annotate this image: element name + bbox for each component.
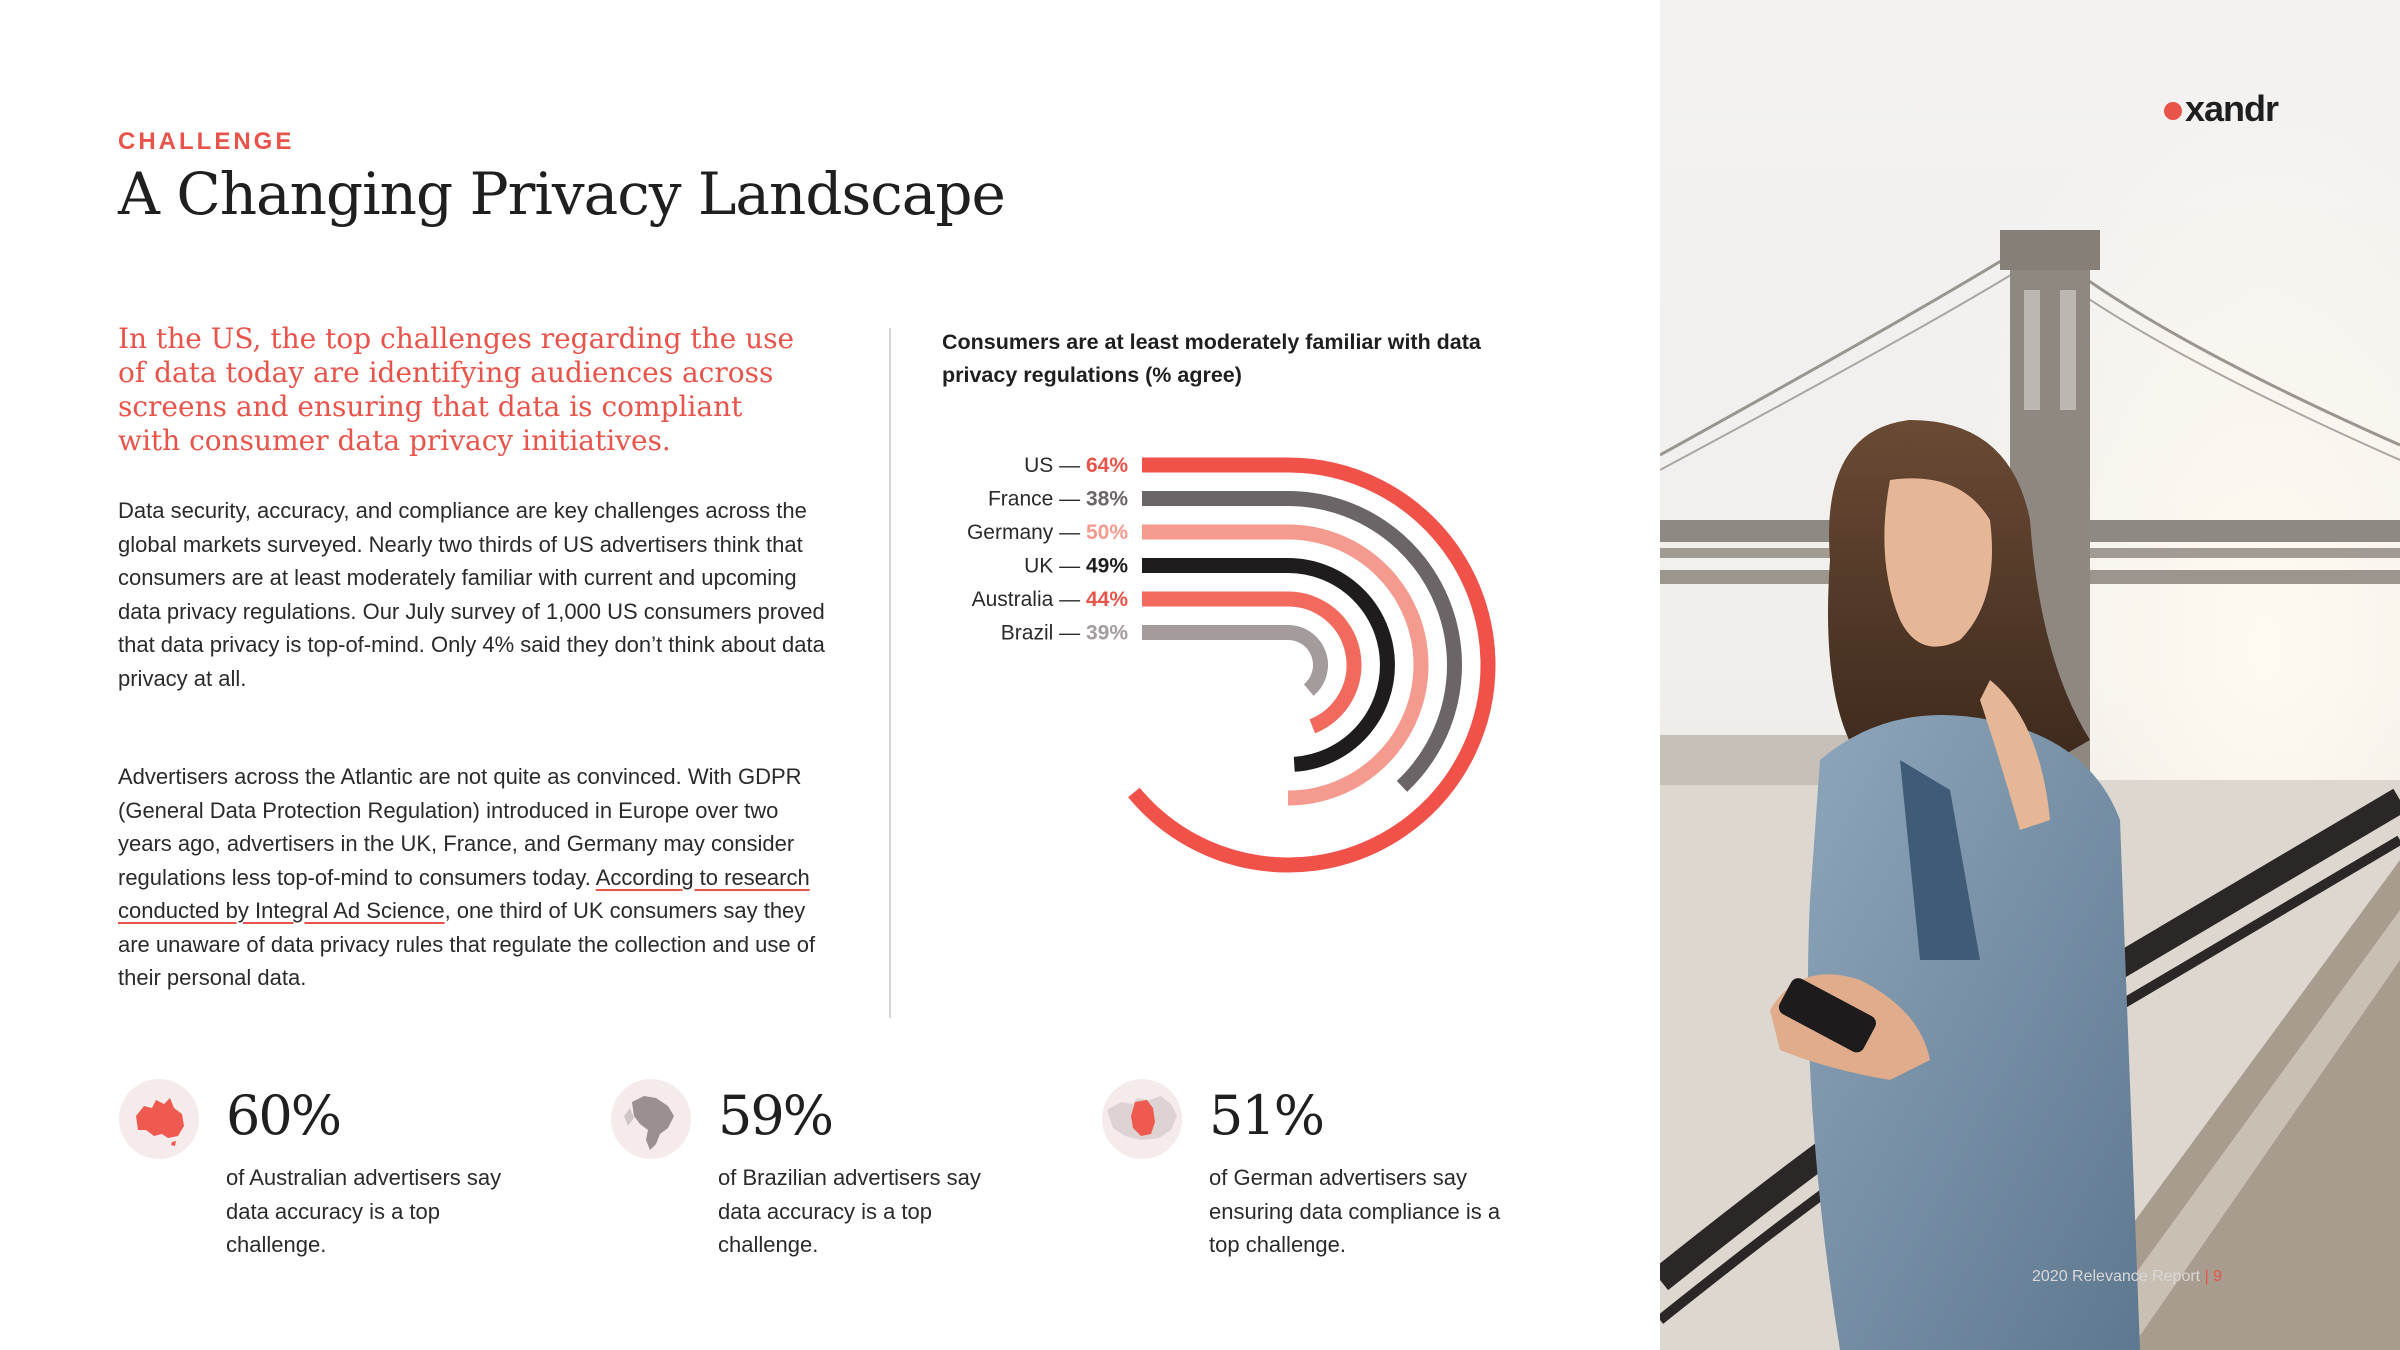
lead-paragraph: In the US, the top challenges regarding the use of data today are identifying audiences across screens and ensuring that data is compliant with consumer data privacy initiatives. (118, 322, 795, 457)
body-paragraph-2-start: Advertisers across the Atlantic are not quite as convinced. With GDPR (General Data Protection Regulation) introduced in Europe over two years ago, advertisers in the UK, France, and Germany may consider regulations less top-of-mind to consumers today. (118, 764, 802, 890)
stat-value: 51% (1209, 1084, 1324, 1147)
page-number: 9 (2213, 1268, 2223, 1285)
label-australia (972, 588, 1129, 611)
brazil-map-icon (610, 1078, 692, 1160)
logo-mark-icon (2164, 102, 2182, 120)
label-brazil (1001, 622, 1129, 645)
category-label: UK — (1024, 554, 1086, 578)
stat-description: of Australian advertisers say data accuracy is a top challenge. (226, 1165, 502, 1257)
familiarity-radial-chart (930, 420, 1570, 920)
category-label: Germany — (966, 521, 1086, 544)
page-title: A Changing Privacy Landscape (118, 160, 1005, 228)
australia-map-icon (118, 1078, 200, 1160)
hero-photo (1660, 0, 2400, 1350)
logo-wordmark: xandr (2185, 88, 2279, 129)
germany-map-icon (1101, 1078, 1183, 1160)
value-label: 64% (1085, 454, 1128, 477)
label-germany (967, 521, 1128, 544)
body-paragraph-2 (118, 760, 828, 995)
ias-research-link[interactable]: According to research conducted by Integral Ad Science (118, 864, 810, 923)
stat-value: 59% (718, 1084, 833, 1147)
value-label: 50% (1085, 521, 1128, 544)
bar-brazil (1142, 633, 1321, 691)
body-paragraph-1: Data security, accuracy, and compliance are key challenges across the global markets surveyed. Nearly two thirds of US advertisers think that consumers are at least moderately familiar with current and upcoming data privacy regulations. Our July survey of 1,000 US consumers proved that data privacy is top-of-mind. Only 4% said they don’t think about data privacy at all. (118, 498, 825, 691)
stat-brazil (610, 1078, 1030, 1278)
label-uk (1024, 555, 1128, 578)
bridge-woman-photo (1660, 0, 2400, 1350)
label-us (1024, 454, 1128, 477)
stat-description: of German advertisers say ensuring data compliance is a top challenge. (1209, 1165, 1501, 1257)
xandr-logo (2164, 88, 2278, 130)
stat-description: of Brazilian advertisers say data accuracy is a top challenge. (718, 1165, 981, 1257)
page-footer (2032, 1268, 2222, 1286)
value-label: 39% (1085, 621, 1128, 645)
section-eyebrow: CHALLENGE (118, 128, 295, 155)
value-label: 49% (1085, 554, 1128, 578)
stat-australia (118, 1078, 538, 1278)
column-divider (889, 328, 891, 1018)
label-france (988, 488, 1128, 511)
category-label: France — (987, 487, 1086, 511)
stat-germany (1101, 1078, 1521, 1278)
footer-separator: | (2204, 1268, 2209, 1285)
category-label: Brazil — (1000, 621, 1086, 645)
category-label: Australia — (971, 588, 1086, 611)
chart-title: Consumers are at least moderately familiar with data privacy regulations (% agree) (942, 330, 1481, 387)
value-label: 44% (1085, 588, 1128, 611)
value-label: 38% (1085, 487, 1128, 511)
report-name: 2020 Relevance Report (2032, 1268, 2201, 1285)
body-paragraph-2-end: , one third of UK consumers say they are unaware of data privacy rules that regulate the collection and use of their personal data. (118, 898, 816, 990)
stat-value: 60% (226, 1084, 341, 1147)
bar-france (1142, 499, 1454, 787)
category-label: US — (1024, 454, 1086, 477)
